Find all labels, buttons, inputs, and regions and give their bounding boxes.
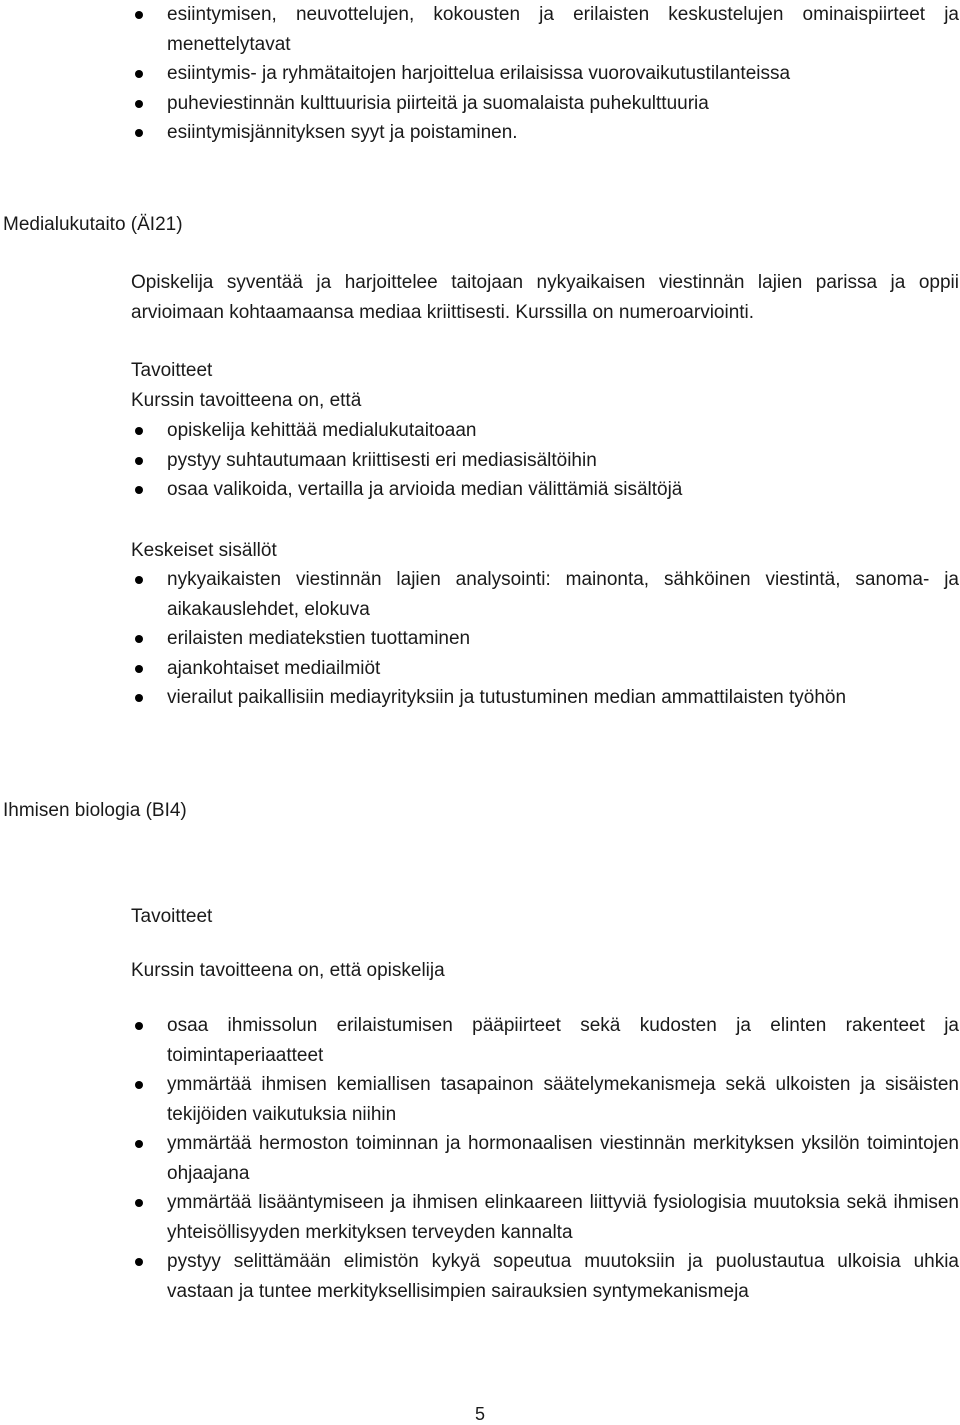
bullet-icon (135, 1199, 143, 1207)
list-item: pystyy selittämään elimistön kykyä sopeutua muutoksiin ja puolustautua ulkoisia uhkia vastaan ja tuntee merkityksellisimpien sairauksien syntymekanismeja (131, 1247, 959, 1306)
list-item: ymmärtää ihmisen kemiallisen tasapainon säätelymekanismeja sekä ulkoisten ja sisäisten tekijöiden vaikutuksia niihin (131, 1070, 959, 1129)
course-description: Opiskelija syventää ja harjoittelee taitojaan nykyaikaisen viestinnän lajien parissa ja oppii arvioimaan kohtaamaansa mediaa kriittisesti. Kurssilla on numeroarviointi. (131, 272, 959, 323)
bullet-icon (135, 576, 143, 584)
bullet-icon (135, 457, 143, 465)
bullet-icon (135, 129, 143, 137)
course-heading-biology: Ihmisen biologia (BI4) (3, 800, 187, 821)
page-number: 5 (474, 1404, 485, 1424)
list-item: ymmärtää hermoston toiminnan ja hormonaalisen viestinnän merkityksen yksilön toimintojen ohjaajana (131, 1129, 959, 1188)
biology-goals-list (131, 1011, 959, 1306)
intro-list (131, 0, 959, 148)
list-item: puheviestinnän kulttuurisia piirteitä ja suomalaista puhekulttuuria (131, 89, 959, 119)
bullet-icon (135, 1258, 143, 1266)
list-item: esiintymis- ja ryhmätaitojen harjoittelua erilaisissa vuorovaikutustilanteissa (131, 59, 959, 89)
bullet-icon (135, 11, 143, 19)
list-item: nykyaikaisten viestinnän lajien analysointi: mainonta, sähköinen viestintä, sanoma- ja aikakauslehdet, elokuva (131, 565, 959, 624)
list-item: vierailut paikallisiin mediayrityksiin ja tutustuminen median ammattilaisten työhön (131, 683, 959, 713)
list-item: esiintymisen, neuvottelujen, kokousten ja erilaisten keskustelujen ominaispiirteet ja menettelytavat (131, 0, 959, 59)
media-contents-list (131, 565, 959, 713)
list-item: ymmärtää lisääntymiseen ja ihmisen elinkaareen liittyviä fysiologisia muutoksia sekä ihmisen yhteisöllisyyden merkityksen terveyden kannalta (131, 1188, 959, 1247)
list-item: pystyy suhtautumaan kriittisesti eri mediasisältöihin (131, 446, 959, 476)
course-heading-media: Medialukutaito (ÄI21) (3, 214, 183, 235)
list-item: osaa ihmissolun erilaistumisen pääpiirteet sekä kudosten ja elinten rakenteet ja toimintaperiaatteet (131, 1011, 959, 1070)
goals-intro: Kurssin tavoitteena on, että (131, 390, 362, 411)
bullet-icon (135, 1022, 143, 1030)
bullet-icon (135, 100, 143, 108)
bullet-icon (135, 665, 143, 673)
bullet-icon (135, 427, 143, 435)
bullet-icon (135, 694, 143, 702)
list-item: erilaisten mediatekstien tuottaminen (131, 624, 959, 654)
bullet-icon (135, 1081, 143, 1089)
goals-intro: Kurssin tavoitteena on, että opiskelija (131, 960, 445, 981)
list-item: ajankohtaiset mediailmiöt (131, 654, 959, 684)
bullet-icon (135, 1140, 143, 1148)
contents-title: Keskeiset sisällöt (131, 540, 277, 561)
list-item: esiintymisjännityksen syyt ja poistaminen. (131, 118, 959, 148)
goals-title: Tavoitteet (131, 906, 213, 927)
list-item: osaa valikoida, vertailla ja arvioida median välittämiä sisältöjä (131, 475, 959, 505)
bullet-icon (135, 635, 143, 643)
goals-title: Tavoitteet (131, 360, 213, 381)
list-item: opiskelija kehittää medialukutaitoaan (131, 416, 959, 446)
media-goals-list (131, 416, 959, 505)
bullet-icon (135, 70, 143, 78)
bullet-icon (135, 486, 143, 494)
